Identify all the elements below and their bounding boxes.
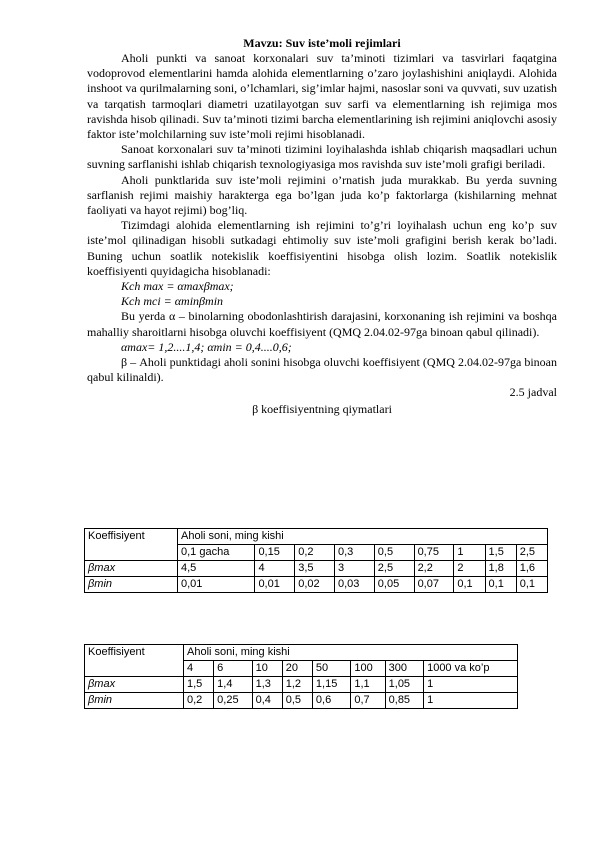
table-cell: 0,05: [374, 577, 414, 593]
table-header-cell: 4: [184, 661, 214, 677]
table-caption: β koeffisiyentning qiymatlari: [252, 402, 392, 417]
table-header-cell: Koeffisiyent: [85, 529, 178, 561]
document-title: Mavzu: Suv iste’moli rejimlari: [243, 36, 401, 50]
paragraph-2: Sanoat korxonalari suv ta’minoti tizimini loyihalashda ishlab chiqarish maqsadlari uchun suvning sarflanishi ishlab chiqarish texnologiyasiga mos ravishda suv iste’moli grafigi beriladi.: [87, 142, 557, 172]
row-label: βmin: [85, 577, 178, 593]
table-row: [85, 693, 518, 709]
row-label: βmin: [85, 693, 184, 709]
table-header-cell: 0,3: [335, 545, 375, 561]
table-cell: 2,2: [414, 561, 454, 577]
table-cell: 2,5: [374, 561, 414, 577]
table-row: [85, 577, 548, 593]
table-cell: 1,8: [485, 561, 516, 577]
table-cell: 1,4: [214, 677, 252, 693]
table-cell: 0,4: [252, 693, 282, 709]
table-cell: 0,1: [516, 577, 547, 593]
table-cell: 0,2: [184, 693, 214, 709]
table-header-cell: 20: [282, 661, 312, 677]
table-cell: 0,25: [214, 693, 252, 709]
table-header-cell: 0,15: [255, 545, 295, 561]
table-header-cell: 300: [385, 661, 423, 677]
table-header-cell: Aholi soni, ming kishi: [178, 529, 548, 545]
table-cell: 1,2: [282, 677, 312, 693]
table-number: 2.5 jadval: [509, 385, 557, 400]
table-cell: 0,85: [385, 693, 423, 709]
table-row: [85, 561, 548, 577]
table-header-cell: 100: [351, 661, 385, 677]
table-cell: 3,5: [295, 561, 335, 577]
beta-table-2: [84, 644, 518, 709]
table-header-cell: 6: [214, 661, 252, 677]
table-cell: 2: [454, 561, 485, 577]
paragraph-beta-definition: β – Aholi punktidagi aholi sonini hisobga oluvchi koeffisiyent (QMQ 2.04.02-97ga binoan qabul kilinaldi).: [87, 355, 557, 385]
table-header-cell: Koeffisiyent: [85, 645, 184, 677]
table-row: [85, 677, 518, 693]
paragraph-4: Tizimdagi alohida elementlarning ish rejimini to’g’ri loyihalash uchun eng ko’p suv iste’mol qilinadigan hisobli sutkadagi ehtimoliy suv iste’moli grafigini berish kerak bo’ladi. Buning uchun soatlik notekislik koeffisiyentini hisobga olish lozim. Soatlik notekislik koeffisiyenti quyidagicha hisoblanadi:: [87, 218, 557, 278]
table-cell: 1,15: [312, 677, 350, 693]
paragraph-1: Aholi punkti va sanoat korxonalari suv ta’minoti tizimlari va tasvirlari faqatgina vodoprovod elementlarini hamda alohida elementlarning o’zaro joylashishini aniqlaydi. Alohida inshoot va qurilmalarning soni, o’lchamlari, sig’imlar hajmi, nasoslar soni va quvvati, suv uzatish va tarqatish tarmoqlari diametri uzatilayotgan suv sarfi va elementlarning ish rejimiga mos ravishda hisob qilinadi. Suv ta’minoti tizimi barcha elementlarining ish rejimini aniqlovchi asosiy faktor iste’molchilarning suv iste’moli rejimi hisoblanadi.: [87, 51, 557, 142]
table-cell: 0,03: [335, 577, 375, 593]
table-header-cell: 10: [252, 661, 282, 677]
table-cell: 0,07: [414, 577, 454, 593]
table-header-cell: 2,5: [516, 545, 547, 561]
table-cell: 1: [424, 693, 518, 709]
table-cell: 4,5: [178, 561, 255, 577]
table-cell: 1: [424, 677, 518, 693]
table-header-cell: 1000 va ko’p: [424, 661, 518, 677]
table-header-cell: 0,75: [414, 545, 454, 561]
table-cell: 0,02: [295, 577, 335, 593]
paragraph-3: Aholi punktlarida suv iste’moli rejimini o’rnatish juda murakkab. Bu yerda suvning sarflanish rejimi maishiy harakterga ega bo’lgan juda ko’p faktorlarga (kishilarning mehnat faoliyati va hayot rejimi) bog’liq.: [87, 172, 557, 218]
table-header-cell: 0,1 gacha: [178, 545, 255, 561]
table-cell: 0,7: [351, 693, 385, 709]
row-label: βmax: [85, 561, 178, 577]
paragraph-alpha-definition: Bu yerda α – binolarning obodonlashtirish darajasini, korxonaning ish rejimini va boshqa mahalliy sharoitlarni hisobga oluvchi koeffisiyent (QMQ 2.04.02-97ga binoan qabul qilinadi).: [87, 309, 557, 339]
table-cell: 1,3: [252, 677, 282, 693]
table-cell: 1,1: [351, 677, 385, 693]
table-header-cell: 1,5: [485, 545, 516, 561]
table-cell: 0,01: [178, 577, 255, 593]
beta-table-1: [84, 528, 548, 593]
formula-kmax: Kch max = αmaxβmax;: [121, 279, 234, 294]
table-header-cell: 1: [454, 545, 485, 561]
table-cell: 4: [255, 561, 295, 577]
document-body: [87, 36, 557, 417]
row-label: βmax: [85, 677, 184, 693]
table-cell: 0,6: [312, 693, 350, 709]
table-cell: 0,01: [255, 577, 295, 593]
table-cell: 1,6: [516, 561, 547, 577]
table-cell: 0,1: [454, 577, 485, 593]
table-cell: 1,05: [385, 677, 423, 693]
alpha-values: αmax= 1,2....1,4; αmin = 0,4....0,6;: [121, 339, 292, 354]
table-cell: 1,5: [184, 677, 214, 693]
table-header-cell: 50: [312, 661, 350, 677]
table-cell: 3: [335, 561, 375, 577]
formula-kmin: Kch mci = αminβmin: [121, 294, 224, 309]
table-header-cell: Aholi soni, ming kishi: [184, 645, 518, 661]
table-header-cell: 0,2: [295, 545, 335, 561]
table-header-cell: 0,5: [374, 545, 414, 561]
table-cell: 0,1: [485, 577, 516, 593]
table-cell: 0,5: [282, 693, 312, 709]
